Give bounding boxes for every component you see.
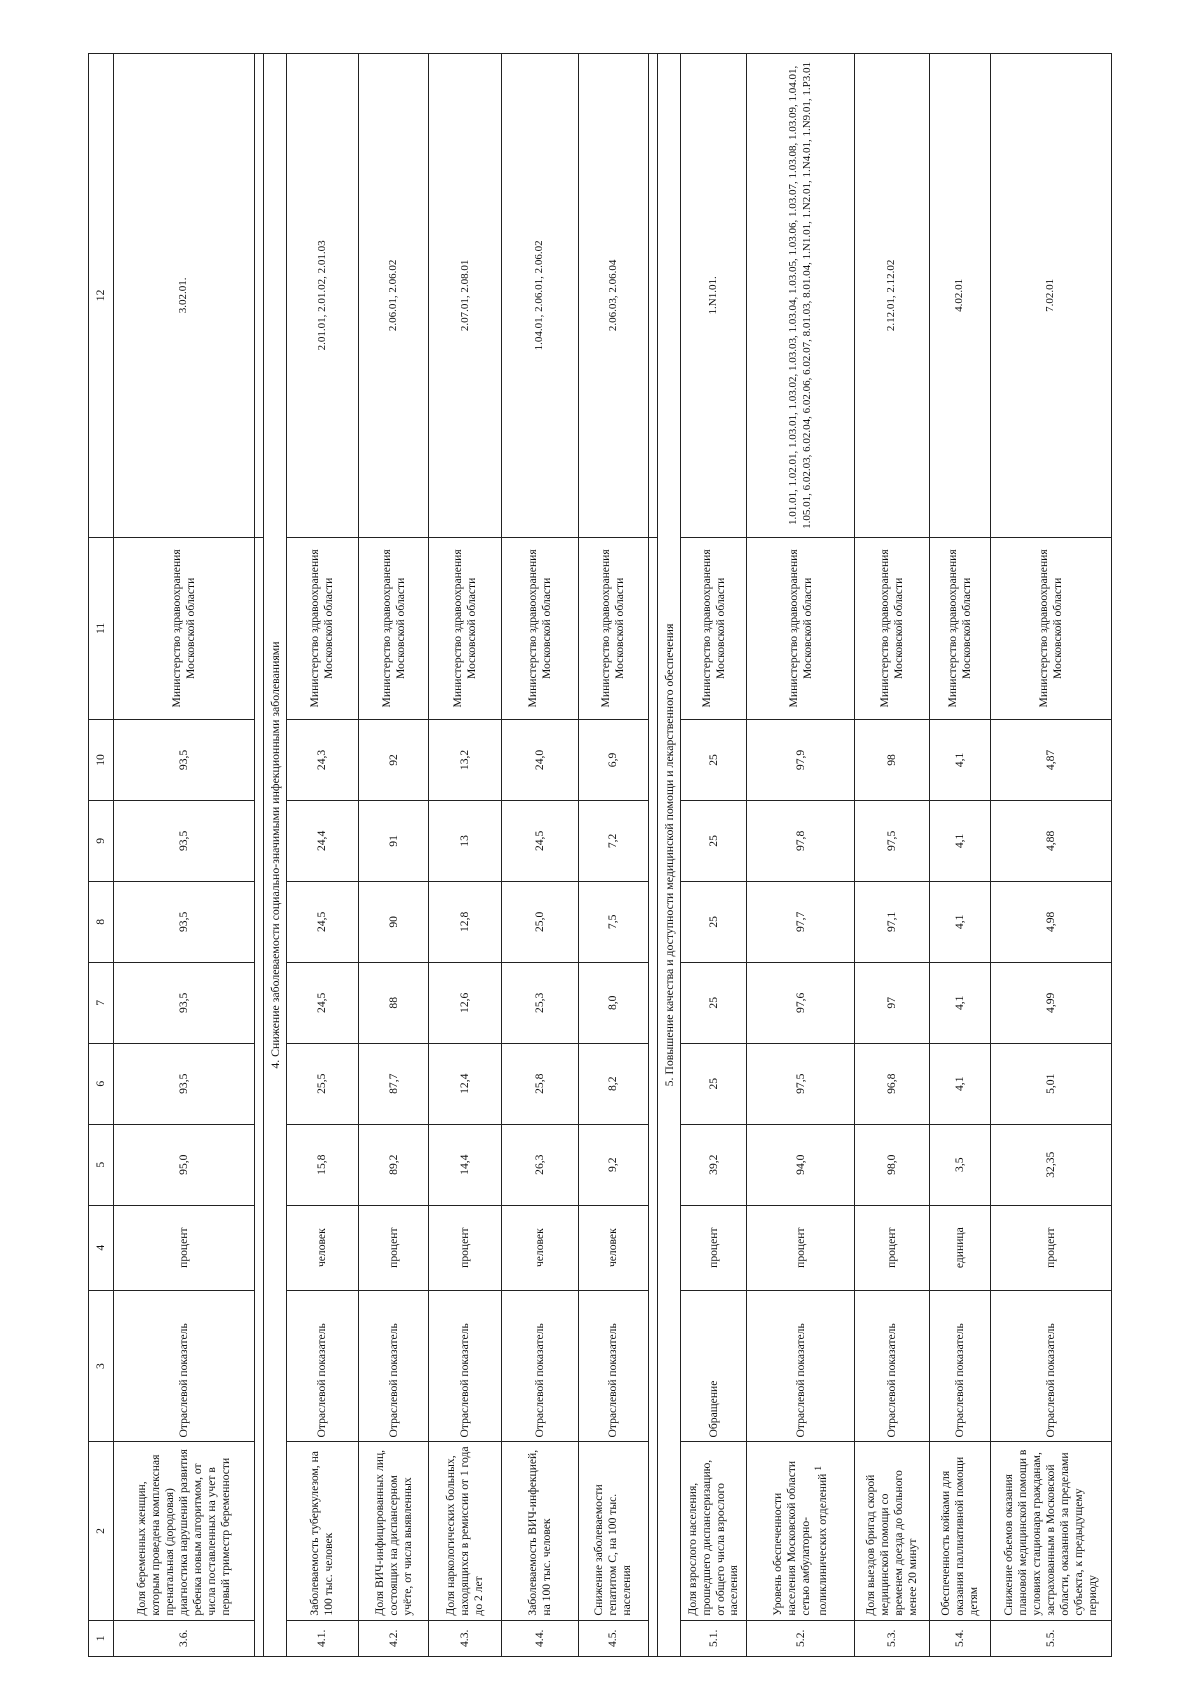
table-row	[991, 54, 1112, 1657]
table-row	[578, 54, 648, 1657]
indicator-type: Отраслевой показатель	[359, 1290, 429, 1442]
year-value: 13,2	[429, 719, 501, 800]
row-number: 5.1.	[680, 1620, 747, 1656]
year-value: 97	[854, 962, 929, 1043]
year-value: 87,7	[359, 1043, 429, 1124]
base-value: 3,5	[929, 1124, 990, 1205]
year-value: 8,0	[578, 962, 648, 1043]
responsible: Министерство здравоохранения Московской области	[501, 537, 578, 719]
rotated-table-wrapper	[88, 53, 1112, 1657]
col-number: 10	[89, 719, 114, 800]
col-number: 7	[89, 962, 114, 1043]
year-value: 25	[680, 962, 747, 1043]
table-row	[929, 54, 990, 1657]
year-value: 12,4	[429, 1043, 501, 1124]
year-value: 24,0	[501, 719, 578, 800]
activity-codes: 2.07.01, 2.08.01	[429, 54, 501, 538]
activity-codes: 2.01.01, 2.01.02, 2.01.03	[286, 54, 358, 538]
year-value: 4,1	[929, 719, 990, 800]
responsible: Министерство здравоохранения Московской области	[578, 537, 648, 719]
indicator-type: Отраслевой показатель	[286, 1290, 358, 1442]
indicator-name	[747, 1442, 855, 1620]
year-value: 7,2	[578, 800, 648, 881]
row-number: 4.2.	[359, 1620, 429, 1656]
row-number: 4.4.	[501, 1620, 578, 1656]
section-heading	[657, 54, 680, 1657]
year-value: 93,5	[114, 800, 255, 881]
col-number: 1	[89, 1620, 114, 1656]
year-value: 4,1	[929, 962, 990, 1043]
year-value: 90	[359, 881, 429, 962]
activity-codes: 4.02.01	[929, 54, 990, 538]
responsible: Министерство здравоохранения Московской области	[929, 537, 990, 719]
indicator-name: Доля наркологических больных, находящихся в ремиссии от 1 года до 2 лет	[429, 1442, 501, 1620]
col-number: 5	[89, 1124, 114, 1205]
col-number: 6	[89, 1043, 114, 1124]
year-value: 91	[359, 800, 429, 881]
indicator-type: Отраслевой показатель	[854, 1290, 929, 1442]
table-row	[114, 54, 255, 1657]
table-row	[429, 54, 501, 1657]
year-value: 93,5	[114, 881, 255, 962]
activity-codes: 2.06.01, 2.06.02	[359, 54, 429, 538]
year-value: 13	[429, 800, 501, 881]
base-value: 39,2	[680, 1124, 747, 1205]
year-value: 25,0	[501, 881, 578, 962]
year-value: 93,5	[114, 719, 255, 800]
year-value: 7,5	[578, 881, 648, 962]
year-value: 25	[680, 881, 747, 962]
responsible: Министерство здравоохранения Московской области	[680, 537, 747, 719]
year-value: 97,1	[854, 881, 929, 962]
year-value: 97,5	[747, 1043, 855, 1124]
year-value: 25,8	[501, 1043, 578, 1124]
responsible: Министерство здравоохранения Московской области	[114, 537, 255, 719]
year-value: 97,9	[747, 719, 855, 800]
section-spacer	[254, 54, 263, 1657]
table-row	[359, 54, 429, 1657]
base-value: 95,0	[114, 1124, 255, 1205]
year-value: 4,1	[929, 881, 990, 962]
unit: процент	[854, 1205, 929, 1290]
indicator-name: Доля выездов бригад скорой медицинской помощи со временем доезда до больного менее 20 минут	[854, 1442, 929, 1620]
unit: процент	[680, 1205, 747, 1290]
row-number: 4.3.	[429, 1620, 501, 1656]
activity-codes: 7.02.01	[991, 54, 1112, 538]
unit: процент	[991, 1205, 1112, 1290]
col-number: 4	[89, 1205, 114, 1290]
base-value: 15,8	[286, 1124, 358, 1205]
col-number: 9	[89, 800, 114, 881]
responsible: Министерство здравоохранения Московской области	[286, 537, 358, 719]
base-value: 9,2	[578, 1124, 648, 1205]
year-value: 97,6	[747, 962, 855, 1043]
col-number: 11	[89, 537, 114, 719]
col-number: 8	[89, 881, 114, 962]
year-value: 4,98	[991, 881, 1112, 962]
section-spacer	[648, 54, 657, 1657]
unit: единица	[929, 1205, 990, 1290]
year-value: 93,5	[114, 962, 255, 1043]
col-number: 3	[89, 1290, 114, 1442]
year-value: 24,5	[286, 881, 358, 962]
unit: процент	[114, 1205, 255, 1290]
year-value: 12,6	[429, 962, 501, 1043]
year-value: 25,5	[286, 1043, 358, 1124]
row-number: 5.5.	[991, 1620, 1112, 1656]
responsible: Министерство здравоохранения Московской области	[359, 537, 429, 719]
indicator-name: Доля взрослого населения, прошедшего диспансеризацию, от общего числа взрослого населения	[680, 1442, 747, 1620]
year-value: 5,01	[991, 1043, 1112, 1124]
year-value: 25	[680, 719, 747, 800]
activity-codes: 2.06.03, 2.06.04	[578, 54, 648, 538]
year-value: 97,5	[854, 800, 929, 881]
activity-codes: 1.04.01, 2.06.01, 2.06.02	[501, 54, 578, 538]
year-value: 88	[359, 962, 429, 1043]
row-number: 5.4.	[929, 1620, 990, 1656]
unit: человек	[286, 1205, 358, 1290]
year-value: 12,8	[429, 881, 501, 962]
year-value: 24,4	[286, 800, 358, 881]
column-number-row	[89, 54, 114, 1657]
indicator-name: Заболеваемость ВИЧ-инфекцией, на 100 тыс. человек	[501, 1442, 578, 1620]
year-value: 4,99	[991, 962, 1112, 1043]
section-heading	[263, 54, 286, 1657]
year-value: 97,8	[747, 800, 855, 881]
indicator-name: Доля беременных женщин, которым проведена комплексная пренатальная (дородовая) диагностика нарушений развития ребенка новым алгоритмом, от числа поставленных на учет в первый триместр беременности	[114, 1442, 255, 1620]
row-number: 5.2.	[747, 1620, 855, 1656]
section-title: 5. Повышение качества и доступности медицинской помощи и лекарственного обеспечения	[657, 54, 680, 1657]
responsible: Министерство здравоохранения Московской области	[747, 537, 855, 719]
indicator-name: Заболеваемость туберкулезом, на 100 тыс. человек	[286, 1442, 358, 1620]
responsible: Министерство здравоохранения Московской области	[429, 537, 501, 719]
indicator-name: Обеспеченность койками для оказания паллиативной помощи детям	[929, 1442, 990, 1620]
indicator-type: Отраслевой показатель	[929, 1290, 990, 1442]
indicator-type: Отраслевой показатель	[501, 1290, 578, 1442]
indicator-type: Отраслевой показатель	[747, 1290, 855, 1442]
unit: человек	[578, 1205, 648, 1290]
year-value: 25	[680, 1043, 747, 1124]
indicator-name: Доля ВИЧ-инфицированных лиц, состоящих на диспансерном учёте, от числа выявленных	[359, 1442, 429, 1620]
footnote-mark: 1	[813, 1465, 825, 1471]
row-number: 4.5.	[578, 1620, 648, 1656]
year-value: 4,1	[929, 1043, 990, 1124]
table-row	[854, 54, 929, 1657]
indicator-type: Отраслевой показатель	[991, 1290, 1112, 1442]
year-value: 24,5	[501, 800, 578, 881]
indicators-table	[88, 53, 1112, 1657]
base-value: 89,2	[359, 1124, 429, 1205]
col-number: 2	[89, 1442, 114, 1620]
indicator-name: Снижение объемов оказания плановой медицинской помощи в условиях стационара гражданам, застрахованным в Московской области, оказанной за пределами субъекта, к предыдущему периоду	[991, 1442, 1112, 1620]
table-row	[747, 54, 855, 1657]
activity-codes: 1.01.01, 1.02.01, 1.03.01, 1.03.02, 1.03.03, 1.03.04, 1.03.05, 1.03.06, 1.03.07, 1.03.08, 1.03.09, 1.04.01, 1.05.01, 6.02.03, 6.02.04, 6.02.06, 6.02.07, 8.01.03, 8.01.04, 1.N1.01, 1.N2.01, 1.N4.01, 1.N9.01, 1.P3.01	[747, 54, 855, 538]
base-value: 98,0	[854, 1124, 929, 1205]
unit: процент	[747, 1205, 855, 1290]
year-value: 4,1	[929, 800, 990, 881]
indicator-type: Отраслевой показатель	[578, 1290, 648, 1442]
year-value: 93,5	[114, 1043, 255, 1124]
responsible: Министерство здравоохранения Московской области	[991, 537, 1112, 719]
year-value: 8,2	[578, 1043, 648, 1124]
responsible: Министерство здравоохранения Московской области	[854, 537, 929, 719]
row-number: 3.6.	[114, 1620, 255, 1656]
row-number: 4.1.	[286, 1620, 358, 1656]
unit: процент	[429, 1205, 501, 1290]
activity-codes: 1.N1.01.	[680, 54, 747, 538]
base-value: 26,3	[501, 1124, 578, 1205]
year-value: 92	[359, 719, 429, 800]
year-value: 97,7	[747, 881, 855, 962]
year-value: 98	[854, 719, 929, 800]
section-title: 4. Снижение заболеваемости социально-значимыми инфекционными заболеваниями	[263, 54, 286, 1657]
col-number: 12	[89, 54, 114, 538]
table-row	[680, 54, 747, 1657]
year-value: 4,87	[991, 719, 1112, 800]
year-value: 96,8	[854, 1043, 929, 1124]
year-value: 25	[680, 800, 747, 881]
indicator-name-text: Уровень обеспеченности населения Московской области сетью амбулаторно-поликлинических отделений	[771, 1460, 829, 1616]
base-value: 32,35	[991, 1124, 1112, 1205]
unit: человек	[501, 1205, 578, 1290]
activity-codes: 3.02.01.	[114, 54, 255, 538]
year-value: 4,88	[991, 800, 1112, 881]
year-value: 6,9	[578, 719, 648, 800]
year-value: 24,3	[286, 719, 358, 800]
activity-codes: 2.12.01, 2.12.02	[854, 54, 929, 538]
row-number: 5.3.	[854, 1620, 929, 1656]
unit: процент	[359, 1205, 429, 1290]
indicator-name: Снижение заболеваемости гепатитом С, на 100 тыс. населения	[578, 1442, 648, 1620]
base-value: 14,4	[429, 1124, 501, 1205]
indicator-type: Отраслевой показатель	[429, 1290, 501, 1442]
table-row	[501, 54, 578, 1657]
indicator-type: Обращение	[680, 1290, 747, 1442]
base-value: 94,0	[747, 1124, 855, 1205]
year-value: 24,5	[286, 962, 358, 1043]
indicator-type: Отраслевой показатель	[114, 1290, 255, 1442]
table-row	[286, 54, 358, 1657]
year-value: 25,3	[501, 962, 578, 1043]
